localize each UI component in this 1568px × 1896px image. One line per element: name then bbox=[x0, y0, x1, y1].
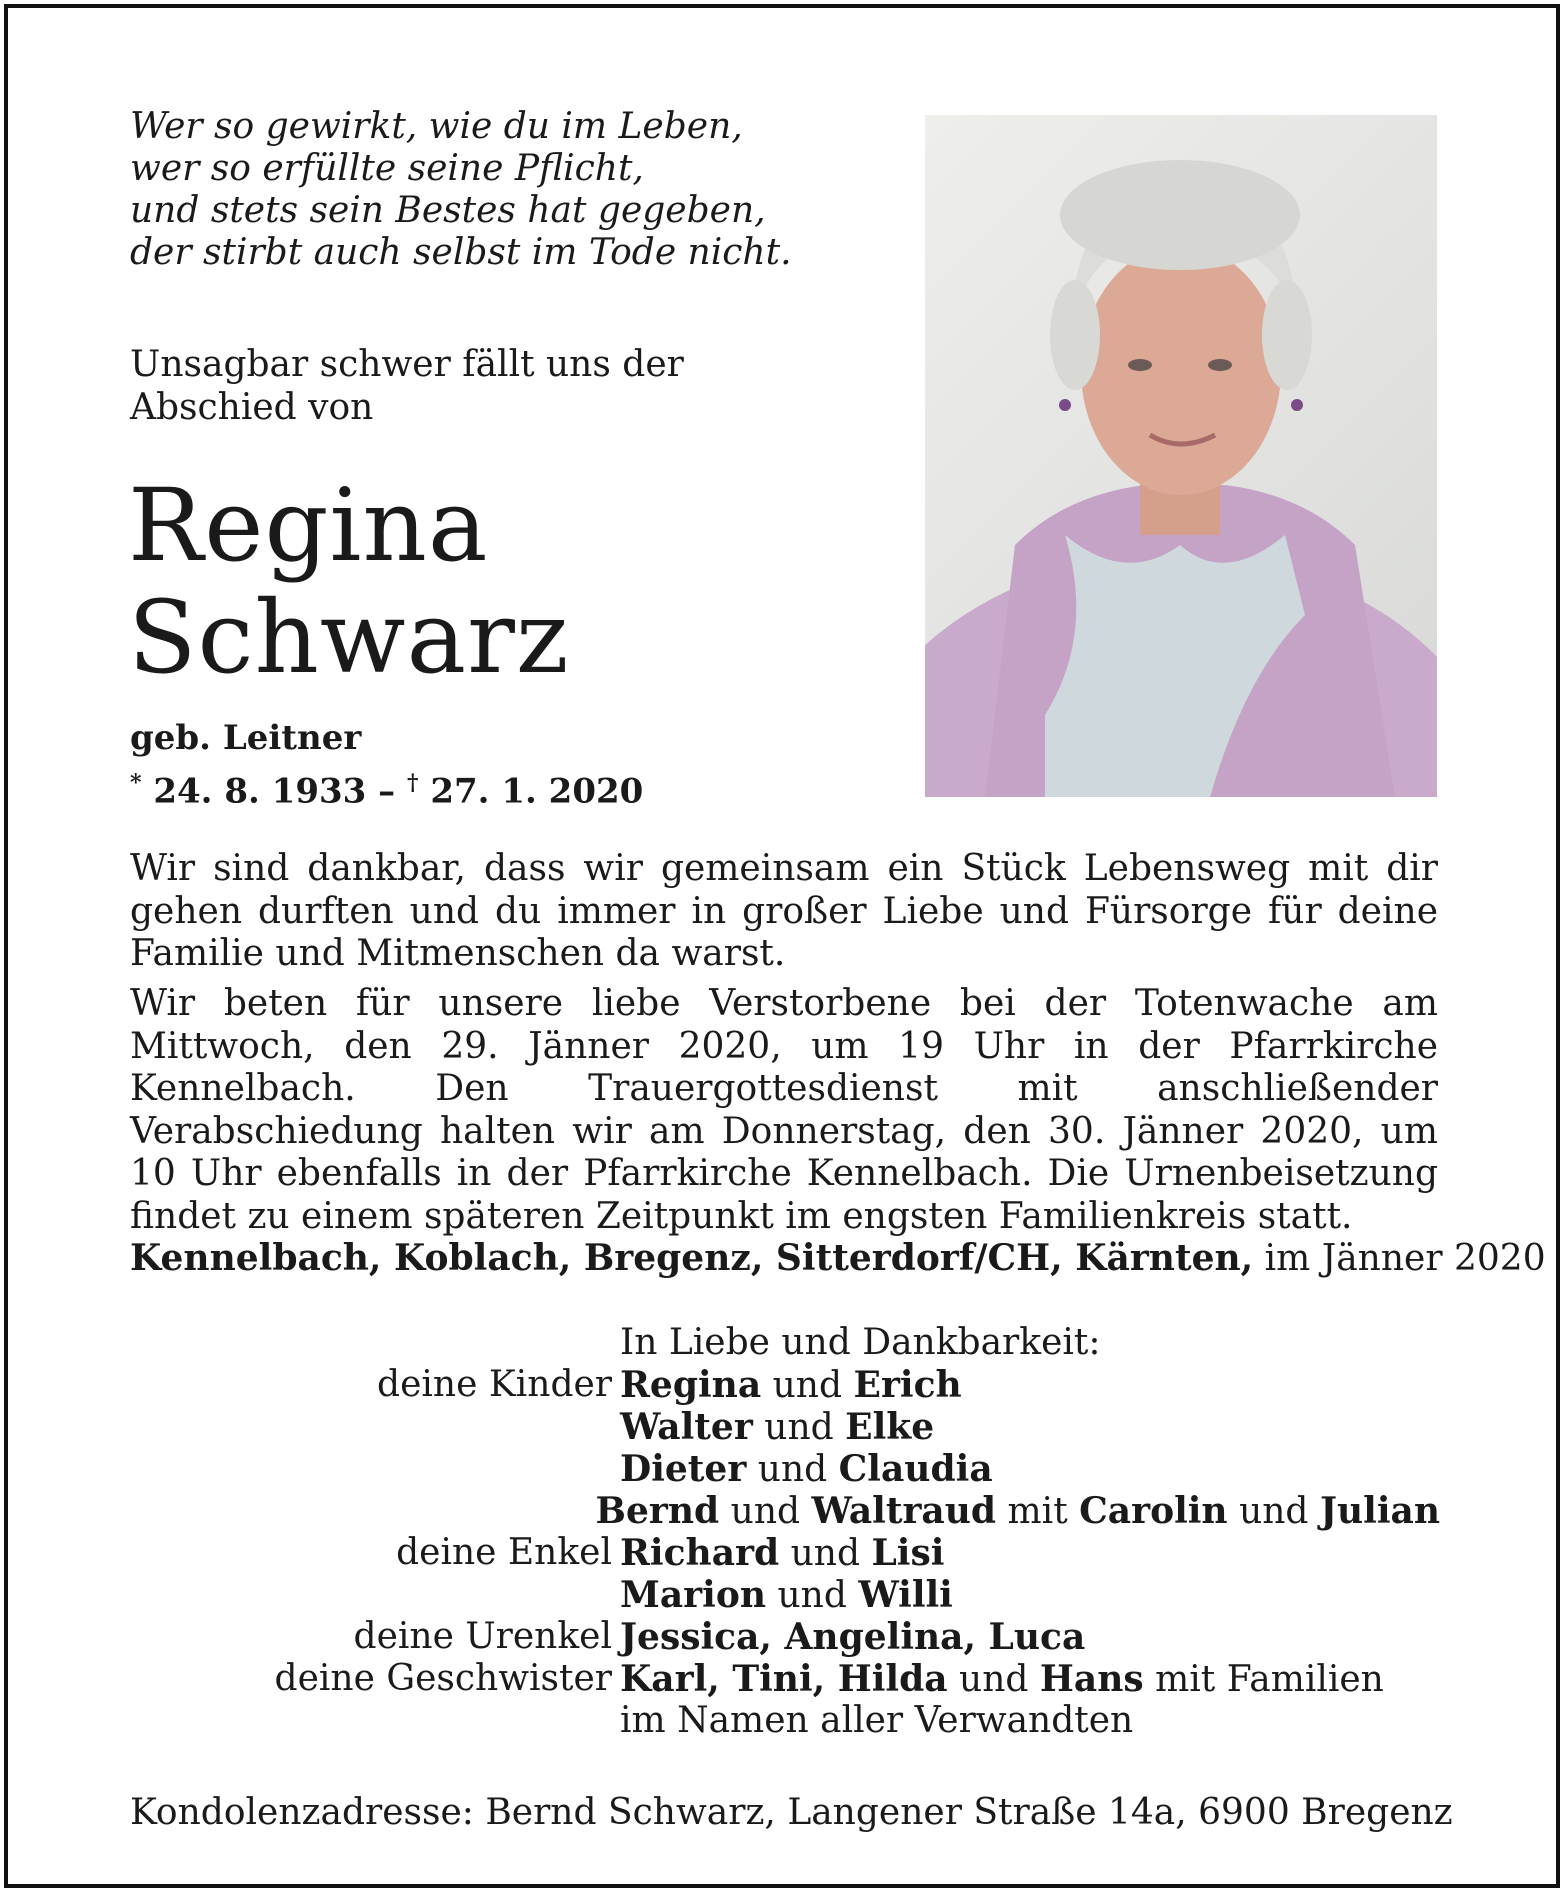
list-item bbox=[130, 1574, 1440, 1616]
conjunction: und bbox=[790, 1533, 861, 1574]
partner-name: Willi bbox=[858, 1574, 953, 1616]
list-item bbox=[130, 1406, 1440, 1448]
poem-line: wer so erfüllte seine Pflicht, bbox=[130, 148, 644, 189]
last-name: Schwarz bbox=[128, 579, 570, 696]
conjunction: und bbox=[772, 1365, 843, 1406]
death-symbol: † bbox=[407, 770, 419, 796]
places-date: im Jänner 2020 bbox=[1264, 1238, 1546, 1279]
poem-line: der stirbt auch selbst im Tode nicht. bbox=[130, 232, 792, 273]
intro-text: Unsagbar schwer fällt uns der Abschied von bbox=[130, 344, 684, 428]
paragraph-ceremony: Wir beten für unsere liebe Verstorbene bei der Totenwache am Mittwoch, den 29. Jänner 2020, um 19 Uhr in der Pfarrkirche Kennelbach. Den Trauergottesdienst mit anschließender Verabschiedung halten wir am Donnerstag, den 30. Jänner 2020, um 10 Uhr ebenfalls in der Pfarrkirche Kennelbach. Die Urnenbeisetzung findet zu einem späteren Zeitpunkt im engsten Familienkreis statt. bbox=[130, 983, 1438, 1237]
conjunction: und bbox=[1239, 1491, 1309, 1532]
portrait-photo bbox=[925, 115, 1437, 797]
deceased-name bbox=[128, 467, 570, 696]
conjunction: und bbox=[777, 1575, 847, 1616]
siblings-label: deine Geschwister bbox=[274, 1658, 612, 1699]
partner-name: Waltraud bbox=[811, 1490, 997, 1532]
birth-symbol: * bbox=[130, 770, 142, 796]
list-item bbox=[130, 1700, 1440, 1742]
list-item bbox=[130, 1616, 1440, 1658]
siblings-suffix: mit Familien bbox=[1155, 1659, 1384, 1700]
conjunction: und bbox=[959, 1659, 1029, 1700]
poem-line: und stets sein Bestes hat gegeben, bbox=[130, 190, 766, 231]
grandchildren-label: deine Enkel bbox=[396, 1532, 612, 1573]
date-separator: – bbox=[378, 771, 396, 812]
life-dates bbox=[130, 762, 643, 812]
paragraph-gratitude: Wir sind dankbar, dass wir gemeinsam ein Stück Lebensweg mit dir gehen durften und du immer in großer Liebe und Fürsorge für deine Familie und Mitmenschen da warst. bbox=[130, 848, 1438, 974]
siblings-names: Karl, Tini, Hilda bbox=[620, 1658, 948, 1700]
grandchild-name: Richard bbox=[620, 1532, 780, 1574]
grandchild-name: Carolin bbox=[1079, 1490, 1228, 1532]
death-date: 27. 1. 2020 bbox=[430, 771, 644, 812]
grandchild-name: Julian bbox=[1319, 1490, 1440, 1532]
partner-name: Lisi bbox=[871, 1532, 945, 1574]
list-item bbox=[130, 1658, 1440, 1700]
sibling-name: Hans bbox=[1039, 1658, 1144, 1700]
children-label: deine Kinder bbox=[377, 1364, 612, 1405]
child-name: Bernd bbox=[595, 1490, 720, 1532]
relatives-line: im Namen aller Verwandten bbox=[620, 1700, 1134, 1741]
family-heading: In Liebe und Dankbarkeit: bbox=[620, 1322, 1101, 1363]
child-name: Dieter bbox=[620, 1448, 747, 1490]
child-name: Regina bbox=[620, 1364, 762, 1406]
condolence-address: Kondolenzadresse: Bernd Schwarz, Langener Straße 14a, 6900 Bregenz bbox=[130, 1792, 1453, 1833]
first-name: Regina bbox=[128, 467, 489, 584]
birth-name: geb. Leitner bbox=[130, 718, 362, 758]
great-grandchildren-names: Jessica, Angelina, Luca bbox=[620, 1616, 1086, 1658]
partner-name: Erich bbox=[853, 1364, 962, 1406]
partner-name: Elke bbox=[845, 1406, 935, 1448]
family-list bbox=[130, 1322, 1440, 1742]
poem bbox=[130, 106, 792, 274]
conjunction: und bbox=[730, 1491, 801, 1532]
places-line bbox=[130, 1237, 1546, 1280]
birth-date: 24. 8. 1933 bbox=[153, 771, 367, 812]
list-item bbox=[130, 1448, 1440, 1490]
conjunction: und bbox=[757, 1449, 828, 1490]
list-item bbox=[130, 1490, 1440, 1532]
partner-name: Claudia bbox=[838, 1448, 993, 1490]
grandchild-name: Marion bbox=[620, 1574, 767, 1616]
portrait-icon bbox=[925, 115, 1437, 797]
great-grandchildren-label: deine Urenkel bbox=[353, 1616, 612, 1657]
list-item bbox=[130, 1532, 1440, 1574]
conjunction: und bbox=[764, 1407, 834, 1448]
child-name: Walter bbox=[620, 1406, 753, 1448]
poem-line: Wer so gewirkt, wie du im Leben, bbox=[130, 106, 743, 147]
conjunction: mit bbox=[1007, 1491, 1068, 1532]
list-item bbox=[130, 1364, 1440, 1406]
places-towns: Kennelbach, Koblach, Bregenz, Sitterdorf/CH, Kärnten, bbox=[130, 1237, 1254, 1279]
